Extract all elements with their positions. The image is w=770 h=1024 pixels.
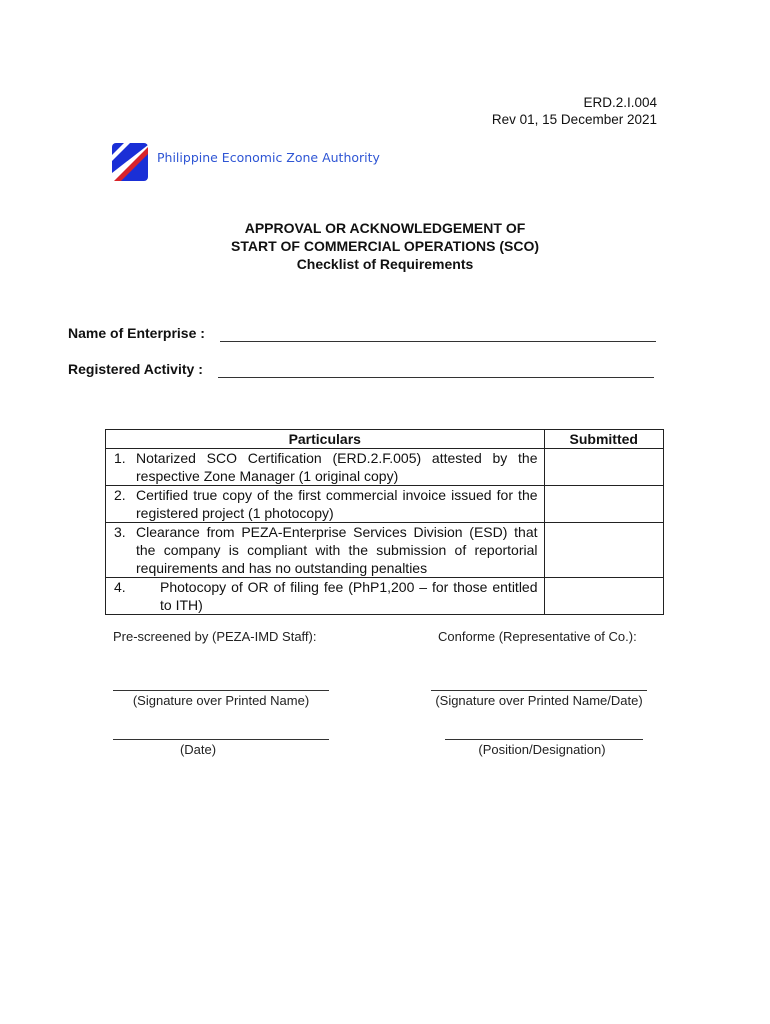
title-line-3: Checklist of Requirements: [296, 256, 474, 272]
document-title: [0, 219, 770, 273]
requirement-cell: [106, 449, 545, 486]
table-row: [106, 486, 664, 523]
item-text: Notarized SCO Certification (ERD.2.F.005) attested by the respective Zone Manager (1 original copy): [136, 450, 538, 484]
item-number: 3.: [114, 524, 126, 540]
activity-label: Registered Activity :: [68, 361, 203, 377]
right-position-line[interactable]: [445, 739, 643, 740]
item-text: Certified true copy of the first commercial invoice issued for the registered project (1 photocopy): [136, 487, 538, 521]
submitted-cell[interactable]: [544, 486, 663, 523]
enterprise-label: Name of Enterprise :: [68, 325, 205, 341]
requirement-cell: [106, 523, 545, 578]
left-signature-line[interactable]: [113, 690, 329, 691]
prescreened-heading: Pre-screened by (PEZA-IMD Staff):: [113, 629, 317, 644]
submitted-cell[interactable]: [544, 578, 663, 615]
table-row: [106, 578, 664, 615]
activity-underline: [218, 377, 654, 378]
left-date-caption: (Date): [179, 742, 217, 757]
enterprise-underline: [220, 341, 656, 342]
table-row: [106, 449, 664, 486]
enterprise-field: [68, 325, 205, 341]
document-code: ERD.2.I.004: [583, 95, 657, 110]
submitted-cell[interactable]: [544, 449, 663, 486]
item-number: 4.: [114, 579, 126, 595]
requirement-cell: [106, 578, 545, 615]
right-position-caption: (Position/Designation): [478, 742, 606, 757]
left-signature-caption: (Signature over Printed Name): [132, 693, 310, 708]
submitted-cell[interactable]: [544, 523, 663, 578]
conforme-heading: Conforme (Representative of Co.):: [438, 629, 637, 644]
item-number: 2.: [114, 487, 126, 503]
agency-name: Philippine Economic Zone Authority: [157, 150, 380, 165]
right-signature-caption: (Signature over Printed Name/Date): [435, 693, 643, 708]
title-line-1: APPROVAL OR ACKNOWLEDGEMENT OF: [244, 220, 526, 236]
table-header-row: [106, 430, 664, 449]
requirement-cell: [106, 486, 545, 523]
activity-field: [68, 361, 203, 377]
item-text: Photocopy of OR of filing fee (PhP1,200 – for those entitled to ITH): [160, 579, 538, 613]
title-line-2: START OF COMMERCIAL OPERATIONS (SCO): [231, 238, 539, 254]
requirements-table: [105, 429, 664, 615]
item-number: 1.: [114, 450, 126, 466]
item-text: Clearance from PEZA-Enterprise Services Division (ESD) that the company is compliant with the submission of reportorial requirements and has no outstanding penalties: [136, 524, 538, 576]
right-signature-line[interactable]: [431, 690, 647, 691]
left-date-line[interactable]: [113, 739, 329, 740]
submitted-header: Submitted: [544, 430, 663, 449]
document-revision: Rev 01, 15 December 2021: [491, 112, 657, 127]
table-row: [106, 523, 664, 578]
peza-logo-icon: [112, 143, 148, 181]
particulars-header: Particulars: [106, 430, 545, 449]
document-reference: [492, 94, 657, 128]
